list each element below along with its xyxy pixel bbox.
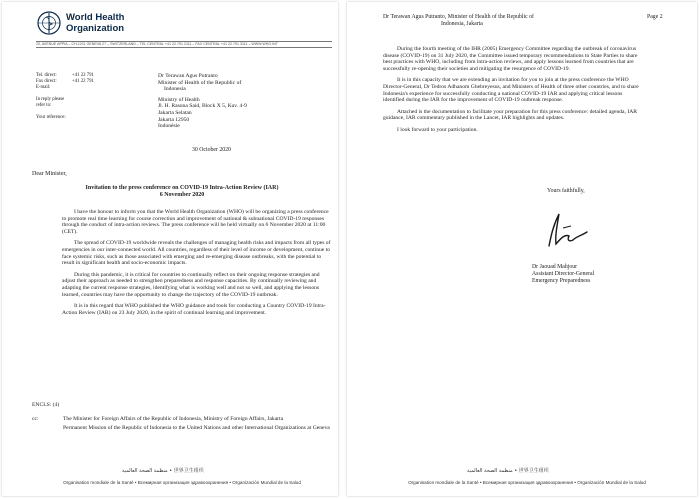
address-text: 20, AVENUE APPIA – CH-1211 GENEVA 27 – SWITZERLAND – TEL CENTRAL +41 22 791 2111 – FAX CENTRAL +41 22 791 3111 – WWW.WHO.INT <box>36 42 278 46</box>
body-paragraph: During this pandemic, it is critical for countries to continually reflect on their ongoing response strategies and adjust their approach as needed to strengthen preparedness and response capacities. By continually reviewing and adapting the current response strategies, identifying what is working well and not so well, and applying the lessons learned, countries may have the opportunity to change the trajectory of the COVID-19 outbreak. <box>62 271 320 298</box>
page2-header <box>383 14 603 28</box>
recipient-line: Jl. H. Rasuna Said, Block X 5, Kav. 4-9 <box>158 103 247 110</box>
salutation: Dear Minister, <box>32 171 67 177</box>
enclosures: ENCLS: (4) <box>32 402 60 408</box>
contact-label: Tel. direct: <box>36 73 57 78</box>
closing: Yours faithfully, <box>547 188 585 194</box>
address-rule-bottom <box>36 47 332 48</box>
org-name <box>66 13 124 34</box>
signer-block <box>532 264 594 285</box>
recipient-line: Jakarta 12950 <box>158 116 190 123</box>
signer-title: Assistant Director-General <box>532 271 595 277</box>
recipient-line: Dr Terawan Agus Putranto <box>158 73 218 79</box>
body-paragraph: I look forward to your participation. <box>397 126 478 133</box>
page-number: Page 2 <box>647 14 663 20</box>
contact-label: refer to: <box>36 103 52 108</box>
body-paragraph: It is in this regard that WHO published the WHO guidance and tools for conducting a Country COVID-19 Intra-Action Review (IAR) on 23 July 2020, in the spirit of continual learning and improvement. <box>62 303 326 316</box>
recipient-line: Ministry of Health <box>158 96 200 103</box>
letter-page-1 <box>2 2 338 496</box>
footer-languages: Organisation mondiale de la Santé • Всемирная организация здравоохранения • Organización Mundial de la Salud <box>408 480 646 485</box>
cc-item <box>32 416 332 423</box>
who-emblem-icon <box>36 10 62 36</box>
org-name-line2: Organization <box>66 22 125 34</box>
recipient-line: Minister of Health of the Republic of <box>158 79 242 86</box>
recipient-address <box>158 73 308 130</box>
contact-value: +41 22 791 <box>72 79 94 84</box>
who-logo <box>36 10 156 38</box>
contact-label: Fax direct: <box>36 79 57 84</box>
letter-page-2 <box>347 2 697 496</box>
letter-body-page2 <box>383 46 645 139</box>
contact-label: In reply please <box>36 97 65 102</box>
subject <box>62 185 302 199</box>
contact-block <box>36 73 146 121</box>
org-name-line1: World Health <box>66 12 125 23</box>
body-paragraph: The spread of COVID-19 worldwide reveals the challenges of managing health risks and impacts from all types of emergencies in our inter-connected world. All countries, regardless of their level of income or development, continue to face systemic risks, such as those associated with emerging and re-emerging disease outbreaks, with the potential to result in significant health and socio-economic impacts. <box>62 240 331 267</box>
footer-multilang: منظمة الصحة العالمية • 世界卫生组织 <box>467 468 549 474</box>
cc-item <box>32 425 332 432</box>
signer-department: Emergency Preparedness <box>532 278 591 284</box>
cc-label-spacer <box>32 425 63 432</box>
footer-multilang: منظمة الصحة العالمية • 世界卫生组织 <box>122 468 204 474</box>
recipient-line: Indonésie <box>158 123 180 130</box>
header-line2: Indonesia, Jakarta <box>441 21 483 27</box>
subject-line1: Invitation to the press conference on COVID-19 Intra-Action Review (IAR) <box>85 185 279 191</box>
footer-languages: Organisation mondiale de la Santé • Всемирная организация здравоохранения • Organización Mundial de la Salud <box>63 480 301 485</box>
body-paragraph: I have the honour to inform you that the World Health Organization (WHO) will be organizing a press conference to promote real time learning for course correction and improvement of national & subnational COVID-19 responses through the conduct of intra-action reviews. The press conference will be held virtually on 6 November 2020 at 11:00 (CET). <box>62 209 329 235</box>
contact-value: +41 22 791 <box>72 73 94 78</box>
recipient-line: Jakarta Selatan <box>158 109 192 116</box>
contact-row <box>36 115 146 121</box>
letter-date: 30 October 2020 <box>192 147 231 153</box>
cc-text: Permanent Mission of the Republic of Indonesia to the United Nations and other International Organizations at Geneva <box>63 424 330 431</box>
cc-label: cc: <box>32 416 39 422</box>
contact-label: Your reference: <box>36 115 66 120</box>
contact-label: E-mail: <box>36 85 51 90</box>
letter-body <box>62 209 332 321</box>
signer-name: Dr Jaouad Mahjour <box>532 264 578 270</box>
address-bar <box>36 41 332 48</box>
recipient-line: Indonesia <box>164 86 186 93</box>
body-paragraph: It is in this capacity that we are extending an invitation for you to join at the press conference the WHO Director-General, Dr Tedros Adhanom Ghebreyesus, and Ministers of Health of three other countries, and to share Indonesia's experience for successfully conducting a national COVID-19 IAR and applying critical lessons identified during the IAR for the improvement of COVID-19 outbreak response. <box>383 77 639 104</box>
signature-icon <box>543 206 593 252</box>
subject-line2: 6 November 2020 <box>159 192 205 198</box>
cc-list <box>32 416 332 433</box>
body-paragraph: During the fourth meeting of the IHR (2005) Emergency Committee regarding the outbreak of coronavirus disease (COVID-19) on 31 July 2020, the Committee issued temporary recommendations to State Parties to share best practices with WHO, including from intra-action reviews, and apply lessons learned from countries that are successfully re-opening their societies and mitigating the resurgence of COVID-19. <box>383 46 638 72</box>
body-paragraph: Attached is the documentation to facilitate your preparation for this press conference: detailed agenda, IAR guidance, IAR commentary published in the Lancet, IAR highlights and updates. <box>383 108 637 122</box>
header-line1: Dr Terawan Agus Putranto, Minister of Health of the Republic of <box>383 14 534 20</box>
cc-text: The Minister for Foreign Affairs of the Republic of Indonesia, Ministry of Foreign Affairs, Jakarta <box>63 416 284 422</box>
